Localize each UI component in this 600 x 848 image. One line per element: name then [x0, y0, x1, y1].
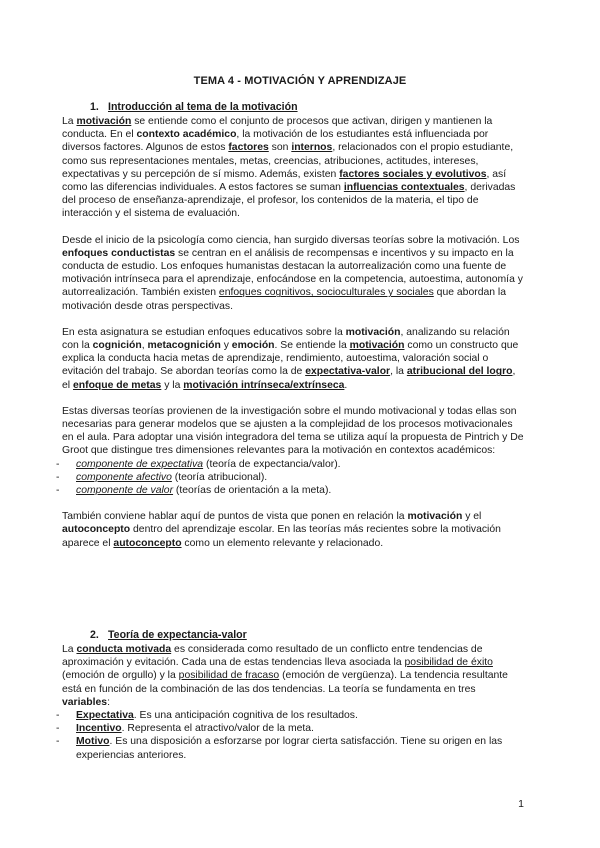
paragraph: Desde el inicio de la psicología como ciencia, han surgido diversas teorías sobre la motivación. Los enfoques conductistas se centran en el análisis de recompensas e incentivos y su impacto en la conducta de estudio. Los enfoques humanistas destacan la autorrealización como una fuente de motivación intrínseca para el aprendizaje, enfocándose en la competencia, autoestima, autonomía y autorrealización. También existen enfoques cognitivos, socioculturales y sociales que abordan la motivación desde otras perspectivas. [62, 234, 523, 312]
section-2-heading [90, 629, 247, 641]
bold-term: variables [62, 696, 108, 708]
underlined-term: atribucional del logro [406, 366, 513, 378]
underlined-term: conducta motivada [76, 644, 172, 655]
underlined-term: posibilidad de fracaso [178, 670, 280, 682]
underlined-term: posibilidad de éxito [404, 657, 493, 669]
underlined-term: motivación intrínseca/extrínseca [183, 379, 345, 391]
paragraph: En esta asignatura se estudian enfoques educativos sobre la motivación, analizando su relación con la cognición, metacognición y emoción. Se entiende la motivación como un constructo que explica la conducta hacia metas de aprendizaje, rendimiento, autoestima, valoración social o evitación del trabajo. Se abordan teorías como la de expectativa-valor, la atribucional del logro, el enfoque de metas y la motivación intrínseca/extrínseca. [62, 326, 519, 391]
bold-term: metacognición [147, 340, 221, 352]
section-1-title: Introducción al tema de la motivación [108, 101, 298, 113]
list-item [56, 458, 524, 471]
section-1-body [62, 115, 524, 550]
section-1-number: 1. [90, 101, 99, 113]
underlined-term: enfoque de metas [72, 379, 162, 391]
underlined-term: factores sociales y evolutivos [339, 168, 487, 180]
dimension-name: componente de valor [76, 485, 174, 497]
dimension-name: componente de expectativa [76, 458, 204, 470]
bold-term: contexto académico [136, 129, 237, 141]
variable-name: Expectativa [76, 710, 134, 722]
bold-term: emoción [231, 340, 275, 352]
underlined-term: motivación [76, 116, 132, 127]
list-item [56, 484, 524, 497]
variable-desc: . Es una anticipación cognitiva de los resultados. [133, 710, 358, 722]
list-item [56, 471, 524, 484]
bold-term: enfoques conductistas [62, 247, 176, 259]
underlined-term: internos [291, 142, 333, 154]
dimension-desc: (teorías de orientación a la meta). [173, 485, 332, 497]
section-2-title: Teoría de expectancia-valor [108, 629, 247, 641]
page-number: 1 [518, 798, 524, 810]
bold-term: cognición [92, 340, 142, 352]
paragraph: Estas diversas teorías provienen de la investigación sobre el mundo motivacional y todas ellas son necesarias para generar modelos que se ajusten a la complejidad de los procesos motivacionales en el aula. Para adoptar una visión integradora del tema se utiliza aquí la propuesta de Pintrich y De Groot que distingue tres dimensiones relevantes para la motivación en contextos académicos: [62, 405, 524, 457]
bold-term: motivación [345, 326, 401, 338]
paragraph: La conducta motivada es considerada como resultado de un conflicto entre tendencias de aproximación y evitación. Cada una de estas tendencias lleva asociada la posibilidad de éxito (emoción de orgullo) y la posibilidad de fracaso (emoción de vergüenza). La tendencia resultante está en función de la combinación de las dos tendencias. La teoría se fundamenta en tres variables: [62, 644, 508, 708]
list-item [56, 709, 524, 722]
underlined-term: influencias contextuales [343, 182, 465, 194]
variable-name: Motivo [76, 736, 110, 748]
underlined-term: enfoques cognitivos, socioculturales y sociales [218, 287, 434, 299]
bold-term: autoconcepto [62, 524, 131, 536]
variable-desc: . Es una disposición a esforzarse por lograr cierta satisfacción. Tiene su origen en las experiencias anteriores. [76, 736, 503, 761]
document-title: TEMA 4 - MOTIVACIÓN Y APRENDIZAJE [193, 75, 407, 87]
bold-term: motivación [407, 511, 463, 523]
section-2-body [62, 643, 524, 762]
section-2-number: 2. [90, 629, 99, 641]
dimension-desc: (teoría atribucional). [171, 471, 268, 483]
list-item [56, 735, 524, 761]
variables-list [56, 709, 524, 762]
underlined-term: factores [228, 142, 269, 154]
underlined-term: expectativa-valor [305, 366, 391, 378]
section-1-heading [90, 101, 298, 113]
variable-desc: . Representa el atractivo/valor de la meta. [121, 723, 314, 735]
underlined-term: autoconcepto [113, 537, 182, 549]
dimensions-list [56, 458, 524, 498]
dimension-desc: (teoría de expectancia/valor). [203, 458, 341, 470]
list-item [56, 722, 524, 735]
paragraph: También conviene hablar aquí de puntos de vista que ponen en relación la motivación y el autoconcepto dentro del aprendizaje escolar. En las teorías más recientes sobre la motivación aparece el autoconcepto como un elemento relevante y relacionado. [62, 511, 501, 549]
dimension-name: componente afectivo [76, 471, 172, 483]
underlined-term: motivación [349, 340, 405, 352]
paragraph: La motivación se entiende como el conjunto de procesos que activan, dirigen y mantienen la conducta. En el contexto académico, la motivación de los estudiantes está influenciada por diversos factores. Algunos de estos factores son internos, relacionados con el propio estudiante, como sus representaciones mentales, metas, creencias, atribuciones, actitudes, intereses, expectativas y su percepción de sí mismo. Además, existen factores sociales y evolutivos, así como las diferencias individuales. A estos factores se suman influencias contextuales, derivadas del proceso de enseñanza-aprendizaje, el profesor, los contenidos de la materia, el tipo de interacción y el sistema de evaluación. [62, 116, 516, 220]
variable-name: Incentivo [76, 723, 122, 735]
